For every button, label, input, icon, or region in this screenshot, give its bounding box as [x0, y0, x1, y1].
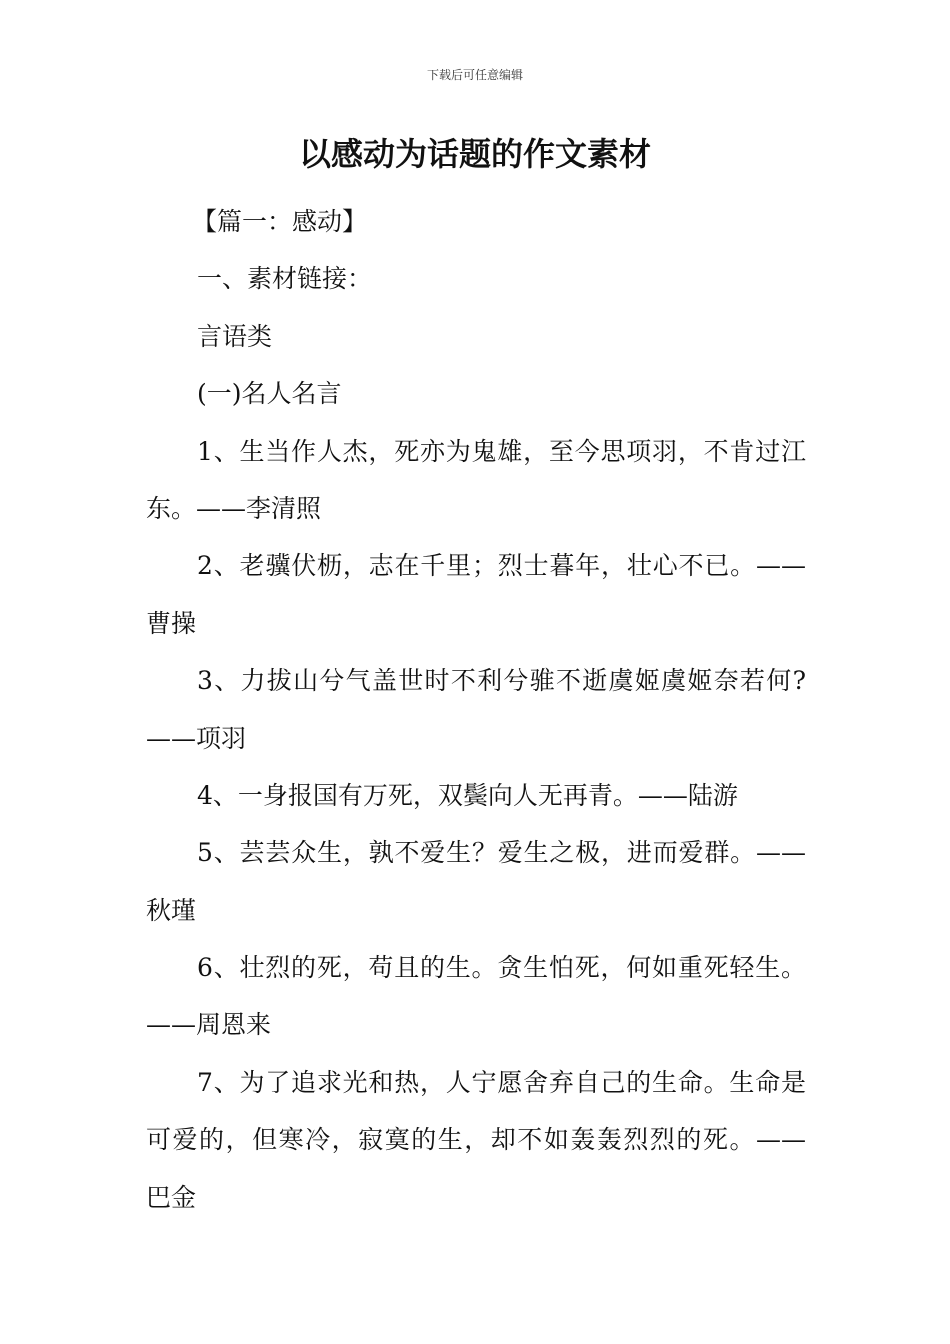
quote-line: 5、芸芸众生，孰不爱生？爱生之极，进而爱群。——	[197, 838, 806, 868]
subsection-heading: 一、素材链接：	[197, 264, 373, 294]
group-heading: (一)名人名言	[197, 379, 342, 409]
section-heading: 【篇一：感动】	[192, 207, 368, 236]
quote-line: 6、壮烈的死，苟且的生。贪生怕死，何如重死轻生。	[197, 953, 806, 983]
quote-line: 曹操	[146, 608, 197, 638]
quote-line: 东。——李清照	[146, 493, 322, 523]
quote-line: 7、为了追求光和热，人宁愿舍弃自己的生命。生命是	[197, 1067, 806, 1097]
category-label: 言语类	[197, 321, 273, 351]
quote-line: 4、一身报国有万死，双鬓向人无再青。——陆游	[197, 780, 738, 810]
quote-line: 1、生当作人杰，死亦为鬼雄，至今思项羽，不肯过江	[197, 436, 806, 466]
quote-line: ——周恩来	[146, 1010, 272, 1040]
quote-line: 巴金	[146, 1182, 197, 1212]
quote-line: 3、力拔山兮气盖世时不利兮骓不逝虞姬虞姬奈若何?	[197, 666, 806, 696]
document-title: 以感动为话题的作文素材	[298, 135, 651, 173]
quote-line: 秋瑾	[146, 895, 197, 925]
document-body	[146, 193, 806, 1226]
quote-line: 可爱的，但寒冷，寂寞的生，却不如轰轰烈烈的死。——	[146, 1125, 806, 1155]
quote-line: 2、老骥伏枥，志在千里；烈士暮年，壮心不已。——	[197, 551, 806, 581]
quote-line: ——项羽	[146, 723, 247, 753]
header-note: 下载后可任意编辑	[426, 68, 523, 82]
